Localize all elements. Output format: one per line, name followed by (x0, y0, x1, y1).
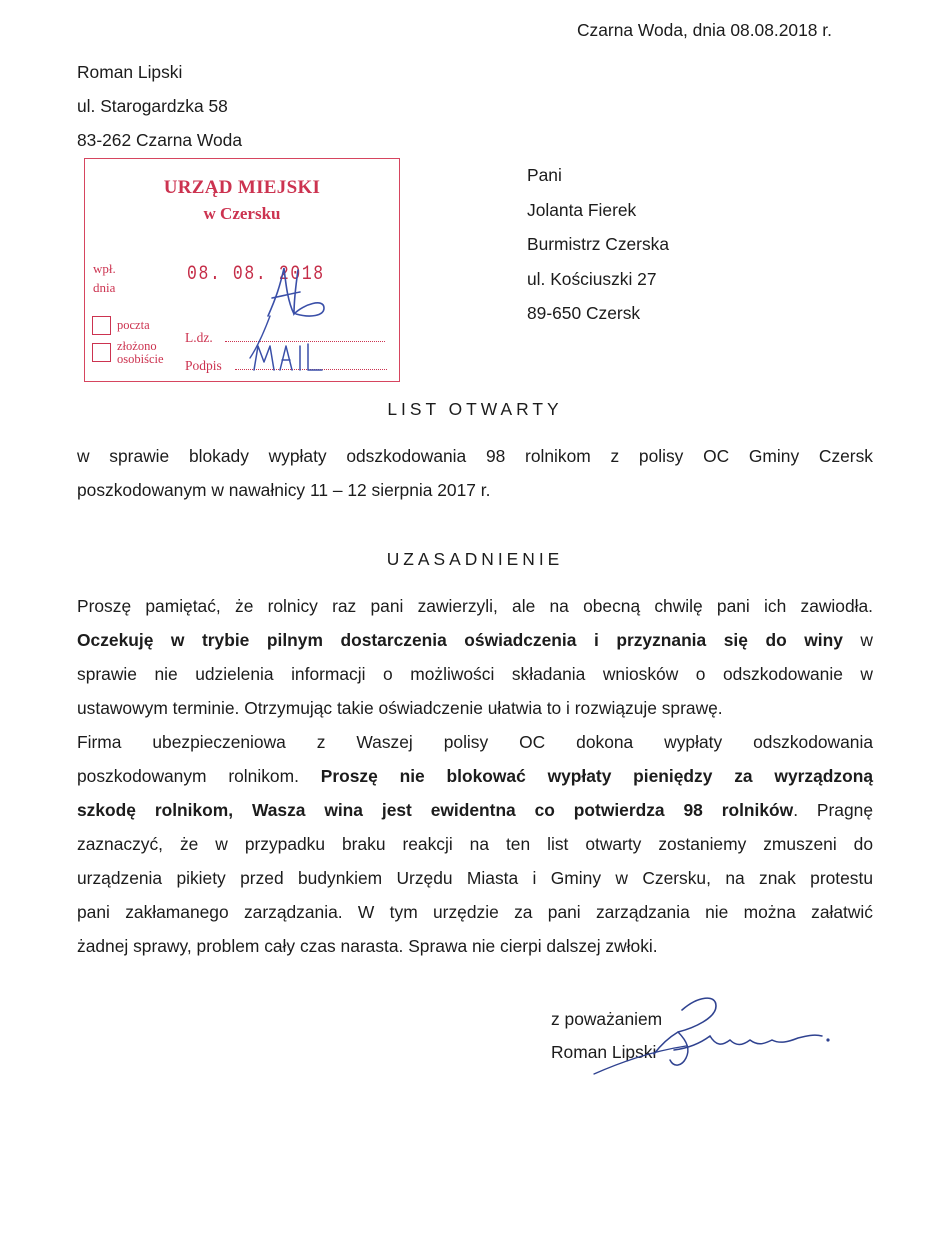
document-title: LIST OTWARTY (387, 399, 563, 419)
sender-address (77, 55, 242, 157)
place-and-date: Czarna Woda, dnia 08.08.2018 r. (577, 20, 832, 40)
signatory-name: Roman Lipski (551, 1042, 657, 1062)
body-text: ustawowym terminie. Otrzymując takie oświadczenie ułatwia to i rozwiązuje sprawę. (77, 698, 723, 718)
sender-name: Roman Lipski (77, 62, 183, 82)
closing-phrase: z poważaniem (551, 1009, 663, 1029)
body-line (77, 929, 873, 963)
subject-line: w sprawie blokady wypłaty odszkodowania 98 rolnikom z polisy OC Gminy Czersk (77, 446, 873, 466)
body-text: sprawie nie udzielenia informacji o możliwości składania wniosków o odszkodowanie w (77, 664, 873, 684)
handwritten-mail-note (250, 340, 330, 376)
body-line (77, 725, 873, 759)
handwritten-signature (590, 988, 840, 1078)
stamp-signature-label: Podpis (185, 358, 222, 373)
body-text: poszkodowanym rolnikom. (77, 766, 321, 786)
stamp-option-personal-1: złożono (117, 339, 157, 353)
recipient-position: Burmistrz Czerska (527, 234, 670, 254)
sender-city: 83-262 Czarna Woda (77, 130, 242, 150)
body-text: żadnej sprawy, problem cały czas narasta. Sprawa nie cierpi dalszej zwłoki. (77, 936, 658, 956)
stamp-option-mail: poczta (117, 318, 150, 332)
stamp-office: URZĄD MIEJSKI (163, 177, 321, 198)
subject (77, 439, 873, 507)
body-text: w (842, 630, 873, 650)
stamp-town: w Czersku (203, 204, 281, 223)
stamp-option-personal-2: osobiście (117, 352, 164, 366)
body-bold-text: Oczekuję w trybie pilnym dostarczenia oświadczenia i przyznania się do winy (77, 630, 843, 650)
body-line (77, 827, 873, 861)
subject-line: poszkodowanym w nawałnicy 11 – 12 sierpnia 2017 r. (77, 480, 491, 500)
justification-body (77, 589, 873, 963)
stamp-received-date: 08. 08. 2018 (187, 263, 325, 286)
body-line (77, 793, 873, 827)
body-line (77, 895, 873, 929)
body-line (77, 589, 873, 623)
recipient-street: ul. Kościuszki 27 (527, 268, 657, 289)
body-line (77, 623, 873, 657)
body-text: Proszę pamiętać, że rolnicy raz pani zawierzyli, ale na obecną chwilę pani ich zawiodła. (77, 596, 873, 616)
body-text: zaznaczyć, że w przypadku braku reakcji na ten list otwarty zostaniemy zmuszeni do (77, 834, 873, 854)
stamp-checkbox-mail (92, 316, 111, 335)
body-text: . Pragnę (793, 800, 873, 820)
stamp-option-personal (117, 340, 164, 366)
recipient-city: 89-650 Czersk (527, 303, 641, 323)
body-text: pani zakłamanego zarządzania. W tym urzędzie za pani zarządzania nie można załatwić (77, 902, 873, 922)
stamp-checkbox-personal (92, 343, 111, 362)
body-text: Firma ubezpieczeniowa z Waszej polisy OC dokona wypłaty odszkodowania (77, 732, 873, 752)
recipient-address (527, 158, 669, 331)
recipient-name: Jolanta Fierek (527, 199, 637, 220)
body-line (77, 691, 873, 725)
stamp-received-label (93, 259, 116, 297)
body-line (77, 861, 873, 895)
stamp-received-label-1: wpł. (93, 261, 116, 276)
body-bold-text: Proszę nie blokować wypłaty pieniędzy za wyrządzoną (320, 766, 873, 786)
body-bold-text: szkodę rolnikom, Wasza wina jest ewidentna co potwierdza 98 rolników (77, 800, 794, 820)
recipient-salutation: Pani (527, 165, 562, 185)
body-line (77, 759, 873, 793)
body-line (77, 657, 873, 691)
body-text: urządzenia pikiety przed budynkiem Urzędu Miasta i Gminy w Czersku, na znak protestu (77, 868, 873, 888)
stamp-received-label-2: dnia (93, 280, 116, 295)
sender-street: ul. Starogardzka 58 (77, 96, 228, 116)
stamp-ldz-label: L.dz. (185, 330, 213, 345)
justification-heading: UZASADNIENIE (386, 549, 564, 569)
